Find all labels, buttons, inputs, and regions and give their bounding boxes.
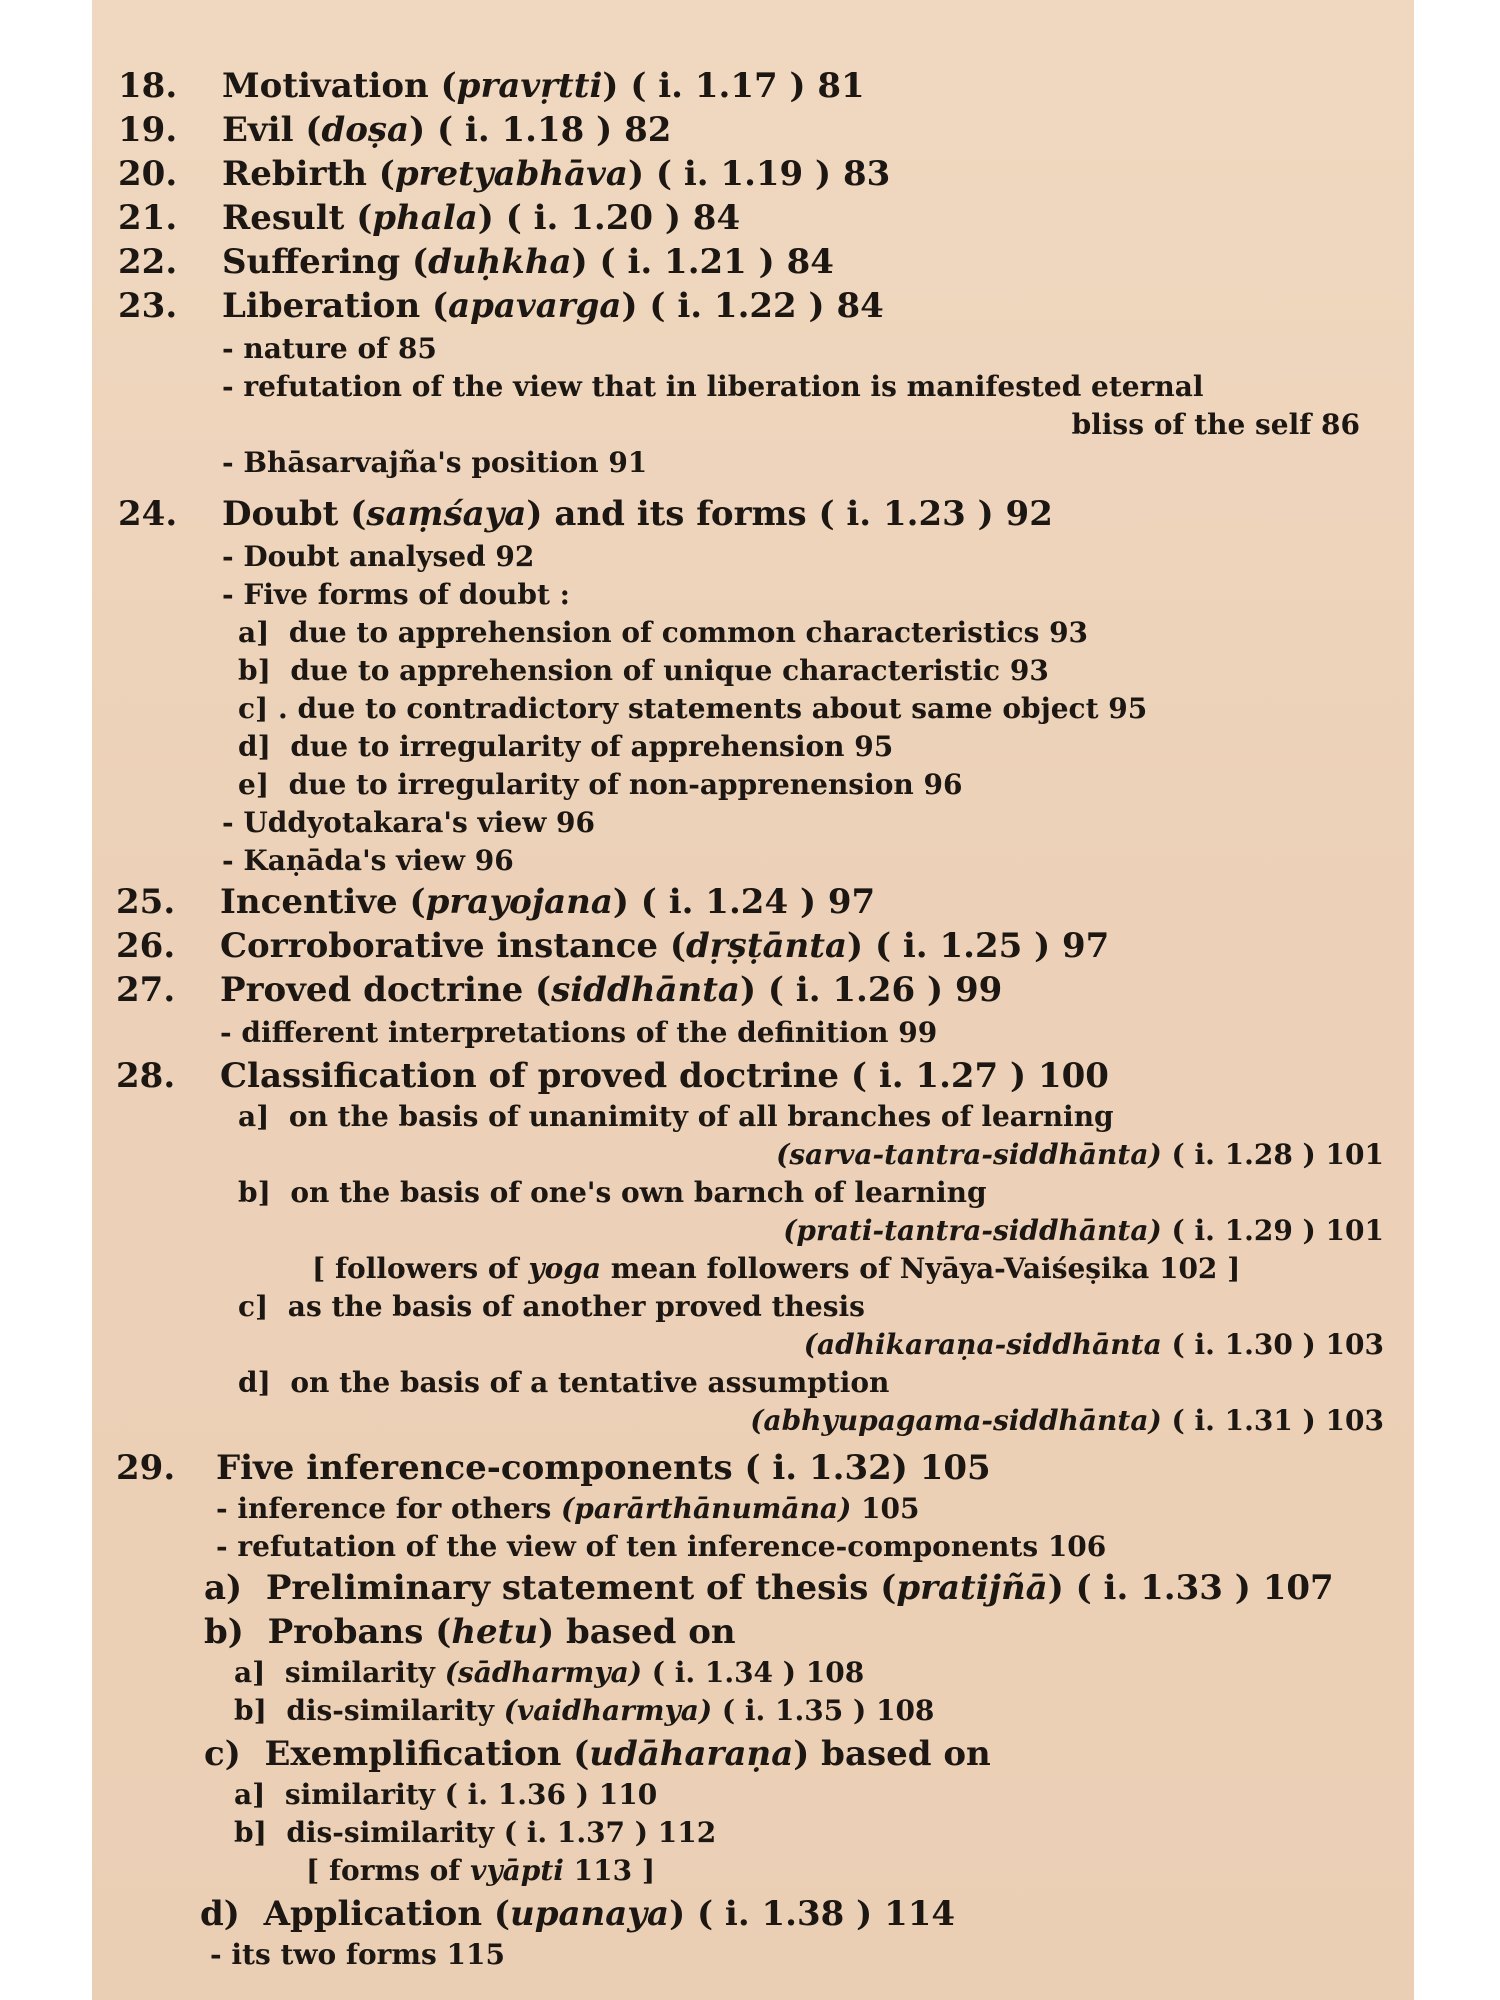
- subentry: - Bhāsarvajña's position 91: [222, 446, 648, 479]
- subentry-component: d) Application (upanaya) ( i. 1.38 ) 114: [200, 1894, 956, 1934]
- entry-number: 18.: [118, 66, 178, 106]
- subentry: - refutation of the view of ten inference-components 106: [216, 1530, 1107, 1563]
- subentry-lettered: c] as the basis of another proved thesis: [238, 1290, 865, 1323]
- subentry: - different interpretations of the definition 99: [220, 1016, 938, 1049]
- toc-entry-27: Proved doctrine (siddhānta) ( i. 1.26 ) 99: [220, 970, 1003, 1010]
- entry-number: 22.: [118, 242, 178, 282]
- subentry-reference: (sarva-tantra-siddhānta) ( i. 1.28 ) 101: [776, 1138, 1384, 1171]
- subentry-lettered: d] on the basis of a tentative assumption: [238, 1366, 890, 1399]
- subentry: - Doubt analysed 92: [222, 540, 535, 573]
- toc-entry-28: Classification of proved doctrine ( i. 1.27 ) 100: [220, 1056, 1109, 1096]
- entry-number: 27.: [116, 970, 176, 1010]
- toc-entry-23: Liberation (apavarga) ( i. 1.22 ) 84: [222, 286, 884, 326]
- entry-number: 28.: [116, 1056, 176, 1096]
- subentry-component: a) Preliminary statement of thesis (pratijñā) ( i. 1.33 ) 107: [204, 1568, 1334, 1608]
- subentry-reference: (prati-tantra-siddhānta) ( i. 1.29 ) 101: [783, 1214, 1384, 1247]
- toc-entry-29: Five inference-components ( i. 1.32) 105: [216, 1448, 991, 1488]
- subentry-lettered: a] due to apprehension of common characteristics 93: [238, 616, 1089, 649]
- subentry-component: b) Probans (hetu) based on: [204, 1612, 736, 1652]
- entry-number: 24.: [118, 494, 178, 534]
- toc-entry-20: Rebirth (pretyabhāva) ( i. 1.19 ) 83: [222, 154, 891, 194]
- entry-number: 25.: [116, 882, 176, 922]
- entry-number: 23.: [118, 286, 178, 326]
- subentry-lettered: b] dis-similarity ( i. 1.37 ) 112: [234, 1816, 717, 1849]
- subentry: - nature of 85: [222, 332, 437, 365]
- subentry-lettered: a] similarity (sādharmya) ( i. 1.34 ) 108: [234, 1656, 865, 1689]
- entry-number: 20.: [118, 154, 178, 194]
- subentry-lettered: b] dis-similarity (vaidharmya) ( i. 1.35 ) 108: [234, 1694, 935, 1727]
- toc-entry-19: Evil (doṣa) ( i. 1.18 ) 82: [222, 110, 672, 150]
- subentry: - inference for others (parārthānumāna) 105: [216, 1492, 920, 1525]
- subentry-note: [ forms of vyāpti 113 ]: [306, 1854, 656, 1887]
- toc-entry-21: Result (phala) ( i. 1.20 ) 84: [222, 198, 741, 238]
- subentry-lettered: c] . due to contradictory statements about same object 95: [238, 692, 1148, 725]
- subentry-lettered: e] due to irregularity of non-apprenension 96: [238, 768, 963, 801]
- subentry: - Kaṇāda's view 96: [222, 844, 514, 877]
- toc-entry-25: Incentive (prayojana) ( i. 1.24 ) 97: [220, 882, 876, 922]
- entry-number: 19.: [118, 110, 178, 150]
- toc-entry-24: Doubt (saṃśaya) and its forms ( i. 1.23 ) 92: [222, 494, 1053, 534]
- toc-entry-22: Suffering (duḥkha) ( i. 1.21 ) 84: [222, 242, 834, 282]
- subentry: - Five forms of doubt :: [222, 578, 571, 611]
- subentry-lettered: b] due to apprehension of unique characteristic 93: [238, 654, 1049, 687]
- entry-number: 21.: [118, 198, 178, 238]
- subentry-reference: (adhikaraṇa-siddhānta ( i. 1.30 ) 103: [803, 1328, 1384, 1361]
- subentry-component: c) Exemplification (udāharaṇa) based on: [204, 1734, 991, 1774]
- subentry-reference: (abhyupagama-siddhānta) ( i. 1.31 ) 103: [750, 1404, 1384, 1437]
- subentry-lettered: d] due to irregularity of apprehension 95: [238, 730, 894, 763]
- subentry-continuation: bliss of the self 86: [1071, 408, 1360, 441]
- toc-entry-26: Corroborative instance (dṛṣṭānta) ( i. 1.25 ) 97: [220, 926, 1110, 966]
- entry-number: 26.: [116, 926, 176, 966]
- subentry-lettered: b] on the basis of one's own barnch of learning: [238, 1176, 987, 1209]
- toc-entry-18: Motivation (pravṛtti) ( i. 1.17 ) 81: [222, 66, 865, 106]
- subentry-note: [ followers of yoga mean followers of Nyāya-Vaiśeṣika 102 ]: [312, 1252, 1241, 1285]
- subentry: - Uddyotakara's view 96: [222, 806, 596, 839]
- subentry: - its two forms 115: [210, 1938, 505, 1971]
- subentry: - refutation of the view that in liberation is manifested eternal: [222, 370, 1204, 403]
- subentry-lettered: a] similarity ( i. 1.36 ) 110: [234, 1778, 658, 1811]
- subentry-lettered: a] on the basis of unanimity of all branches of learning: [238, 1100, 1114, 1133]
- entry-number: 29.: [116, 1448, 176, 1488]
